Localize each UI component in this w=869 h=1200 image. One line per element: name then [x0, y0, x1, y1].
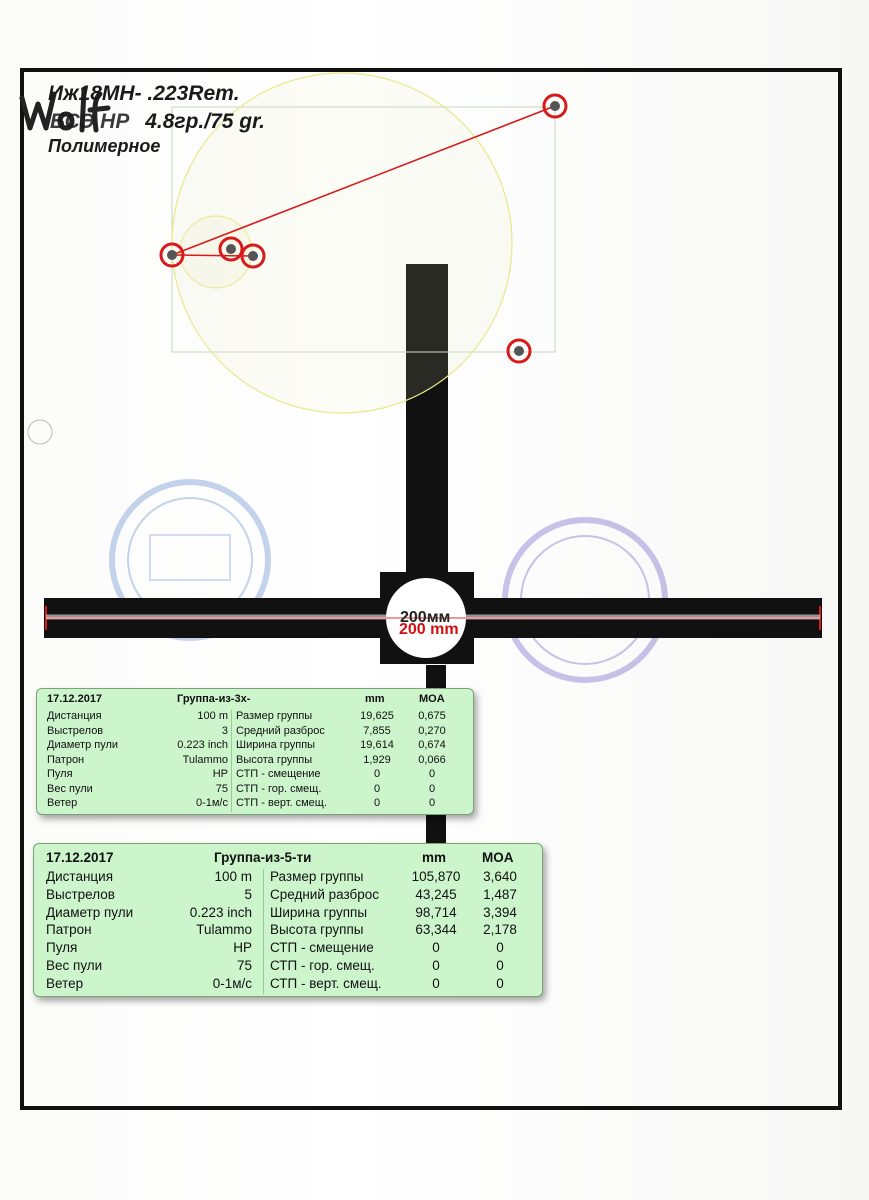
stat-label: Ширина группы [236, 739, 316, 751]
stat-label: Ширина группы [270, 904, 368, 920]
stat-label: Средний разброс [236, 724, 325, 737]
group3-date: 17.12.2017 [47, 693, 103, 705]
param-value: 3 [221, 724, 228, 737]
group5-date: 17.12.2017 [46, 850, 114, 865]
stat-moa: 0 [428, 768, 436, 780]
param-value: Tulammo [182, 753, 228, 766]
stat-moa: 0,674 [418, 739, 446, 751]
stat-mm: 43,245 [415, 886, 457, 902]
param-label: Патрон [46, 922, 92, 938]
panel-divider [263, 869, 264, 994]
stat-mm: 1,929 [363, 753, 391, 766]
param-label: Дистанция [47, 710, 102, 722]
caption-line-1: Иж18МН- .223Rem. [48, 82, 240, 105]
stat-mm: 0 [373, 797, 381, 809]
group5-panel [33, 843, 543, 997]
param-value: Tulammo [196, 922, 252, 938]
param-label: Пуля [47, 768, 73, 780]
stat-mm: 7,855 [363, 724, 391, 737]
stat-moa: 0 [496, 940, 504, 956]
param-value: 0.223 inch [189, 904, 252, 920]
param-value: 5 [244, 886, 252, 902]
param-value: 100 m [197, 710, 228, 722]
stat-moa: 1,487 [483, 886, 517, 902]
stat-mm: 98,714 [415, 904, 457, 920]
param-label: Патрон [47, 753, 85, 766]
param-label: Дистанция [46, 869, 114, 884]
param-label: Выстрелов [46, 886, 115, 902]
param-value: 100 m [214, 869, 252, 884]
stat-mm: 0 [373, 782, 381, 795]
param-value: 75 [236, 958, 252, 973]
stat-label: СТП - гор. смещ. [270, 958, 375, 973]
param-label: Вес пули [47, 782, 93, 795]
stat-label: СТП - гор. смещ. [236, 782, 322, 795]
hit-marker [508, 340, 530, 362]
param-value: 0.223 inch [177, 739, 228, 751]
stat-mm: 0 [432, 958, 440, 973]
param-label: Вес пули [46, 958, 103, 973]
param-label: Диаметр пули [46, 904, 134, 920]
group3-col-mm: mm [365, 693, 385, 705]
group5-col-moa: MOA [482, 850, 514, 865]
stat-mm: 105,870 [411, 869, 461, 884]
caption-line-2 [48, 110, 265, 134]
panel-divider [231, 710, 232, 812]
stat-mm: 0 [373, 768, 381, 780]
param-label: Ветер [47, 797, 78, 809]
stat-mm: 63,344 [415, 922, 457, 938]
group5-col-mm: mm [422, 850, 447, 865]
stat-moa: 3,640 [483, 869, 517, 884]
stat-moa: 0,066 [418, 753, 446, 766]
stat-moa: 0,270 [418, 724, 446, 737]
group3-panel [36, 688, 474, 815]
stat-moa: 0,675 [418, 710, 446, 722]
param-label: Выстрелов [47, 724, 104, 737]
stat-moa: 2,178 [483, 922, 517, 938]
param-label: Ветер [46, 975, 84, 991]
param-label: Диаметр пули [47, 739, 119, 751]
stat-moa: 3,394 [483, 904, 517, 920]
param-label: Пуля [46, 940, 78, 956]
stat-moa: 0 [496, 975, 504, 991]
stat-moa: 0 [428, 782, 436, 795]
stat-label: Размер группы [270, 869, 364, 884]
stat-label: СТП - верт. смещ. [236, 797, 327, 809]
param-value: 0-1м/с [212, 975, 252, 991]
stat-moa: 0 [496, 958, 504, 973]
punch-hole [28, 420, 52, 444]
stat-label: Высота группы [270, 922, 364, 938]
param-value: HP [212, 768, 228, 780]
caption-line-3: Полимерное [48, 136, 161, 156]
param-value: HP [233, 940, 252, 956]
caption-load: 4.8гр./75 gr. [145, 110, 265, 133]
stat-mm: 19,614 [360, 739, 394, 751]
stat-label: СТП - верт. смещ. [270, 975, 382, 991]
stat-label: СТП - смещение [236, 768, 321, 780]
scale-label-printed: 200мм [400, 609, 451, 626]
stat-label: Размер группы [236, 710, 313, 722]
caption-covered-text: БСЭ НР [50, 110, 130, 133]
group3-title: Группа-из-3х- [177, 693, 251, 705]
stat-mm: 19,625 [360, 710, 394, 722]
stat-mm: 0 [432, 940, 440, 956]
param-value: 75 [215, 782, 228, 795]
group5-title: Группа-из-5-ти [214, 850, 312, 865]
stat-label: СТП - смещение [270, 940, 374, 956]
param-value: 0-1м/с [195, 797, 228, 809]
stat-label: Средний разброс [270, 886, 380, 902]
stat-mm: 0 [432, 975, 440, 991]
stat-label: Высота группы [236, 753, 313, 766]
scale-label-overlay: 200 mm [399, 621, 459, 638]
stat-moa: 0 [428, 797, 436, 809]
group3-col-moa: MOA [419, 693, 445, 705]
